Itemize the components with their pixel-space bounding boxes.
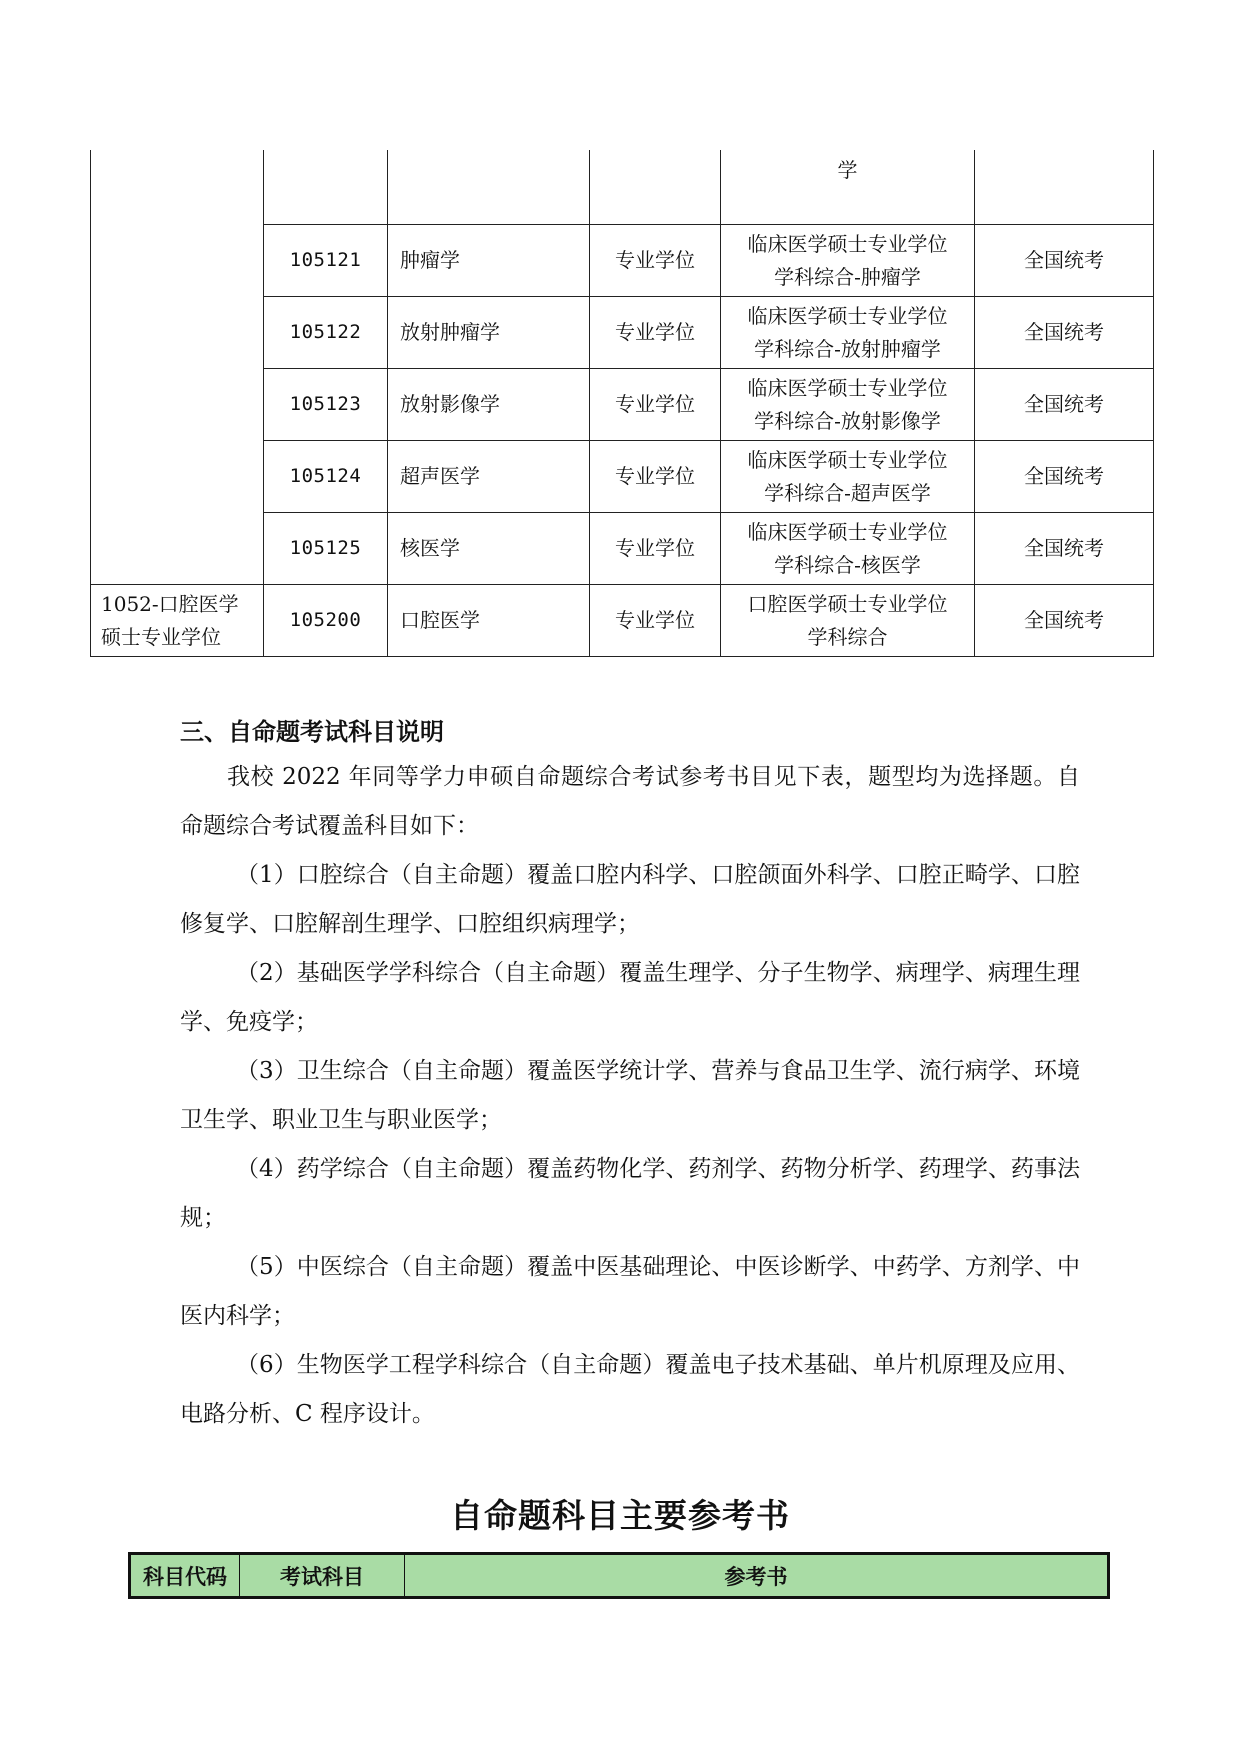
program-name: 放射肿瘤学	[388, 297, 590, 369]
reference-table	[128, 1552, 1110, 1599]
program-code: 105121	[264, 225, 388, 297]
program-name: 超声医学	[388, 441, 590, 513]
header-subject-code: 科目代码	[130, 1554, 240, 1598]
degree-type: 专业学位	[590, 513, 721, 585]
exam-subject: 临床医学硕士专业学位 学科综合-放射肿瘤学	[721, 297, 975, 369]
exam-subject: 临床医学硕士专业学位 学科综合-放射影像学	[721, 369, 975, 441]
header-exam-subject: 考试科目	[240, 1554, 405, 1598]
list-item: （6）生物医学工程学科综合（自主命题）覆盖电子技术基础、单片机原理及应用、电路分析、C 程序设计。	[180, 1352, 1080, 1427]
exam-mode: 全国统考	[975, 225, 1154, 297]
degree-type: 专业学位	[590, 369, 721, 441]
program-name: 口腔医学	[388, 585, 590, 657]
intro-paragraph: 我校 2022 年同等学力申硕自命题综合考试参考书目见下表，题型均为选择题。自命题综合考试覆盖科目如下：	[180, 764, 1080, 839]
exam-subject: 临床医学硕士专业学位 学科综合-核医学	[721, 513, 975, 585]
section-heading: 三、自命题考试科目说明	[180, 718, 444, 746]
table-header-row	[130, 1554, 1109, 1598]
table-row	[91, 585, 1154, 657]
program-table	[90, 150, 1154, 657]
exam-subject: 临床医学硕士专业学位 学科综合-肿瘤学	[721, 225, 975, 297]
header-reference-book: 参考书	[405, 1554, 1109, 1598]
program-name: 核医学	[388, 513, 590, 585]
reference-table-title: 自命题科目主要参考书	[450, 1496, 790, 1535]
subject-list	[180, 851, 1080, 1439]
program-code: 105123	[264, 369, 388, 441]
exam-subject-continuation: 学	[721, 150, 975, 225]
list-item: （1）口腔综合（自主命题）覆盖口腔内科学、口腔颌面外科学、口腔正畸学、口腔修复学、口腔解剖生理学、口腔组织病理学；	[180, 862, 1080, 937]
program-name: 放射影像学	[388, 369, 590, 441]
list-item: （2）基础医学学科综合（自主命题）覆盖生理学、分子生物学、病理学、病理生理学、免疫学；	[180, 960, 1080, 1035]
table-row	[91, 150, 1154, 225]
exam-subject: 口腔医学硕士专业学位 学科综合	[721, 585, 975, 657]
list-item: （3）卫生综合（自主命题）覆盖医学统计学、营养与食品卫生学、流行病学、环境卫生学、职业卫生与职业医学；	[180, 1058, 1080, 1133]
degree-type: 专业学位	[590, 585, 721, 657]
list-item: （5）中医综合（自主命题）覆盖中医基础理论、中医诊断学、中药学、方剂学、中医内科学；	[180, 1254, 1080, 1329]
list-item: （4）药学综合（自主命题）覆盖药物化学、药剂学、药物分析学、药理学、药事法规；	[180, 1156, 1080, 1231]
category-cell	[91, 150, 264, 585]
program-code: 105200	[264, 585, 388, 657]
exam-mode: 全国统考	[975, 369, 1154, 441]
degree-type: 专业学位	[590, 441, 721, 513]
degree-type: 专业学位	[590, 297, 721, 369]
program-code: 105124	[264, 441, 388, 513]
exam-mode: 全国统考	[975, 585, 1154, 657]
program-name: 肿瘤学	[388, 225, 590, 297]
exam-subject: 临床医学硕士专业学位 学科综合-超声医学	[721, 441, 975, 513]
degree-type: 专业学位	[590, 225, 721, 297]
exam-mode: 全国统考	[975, 441, 1154, 513]
category-cell: 1052-口腔医学 硕士专业学位	[91, 585, 264, 657]
exam-mode: 全国统考	[975, 297, 1154, 369]
program-code: 105122	[264, 297, 388, 369]
exam-mode: 全国统考	[975, 513, 1154, 585]
program-code: 105125	[264, 513, 388, 585]
